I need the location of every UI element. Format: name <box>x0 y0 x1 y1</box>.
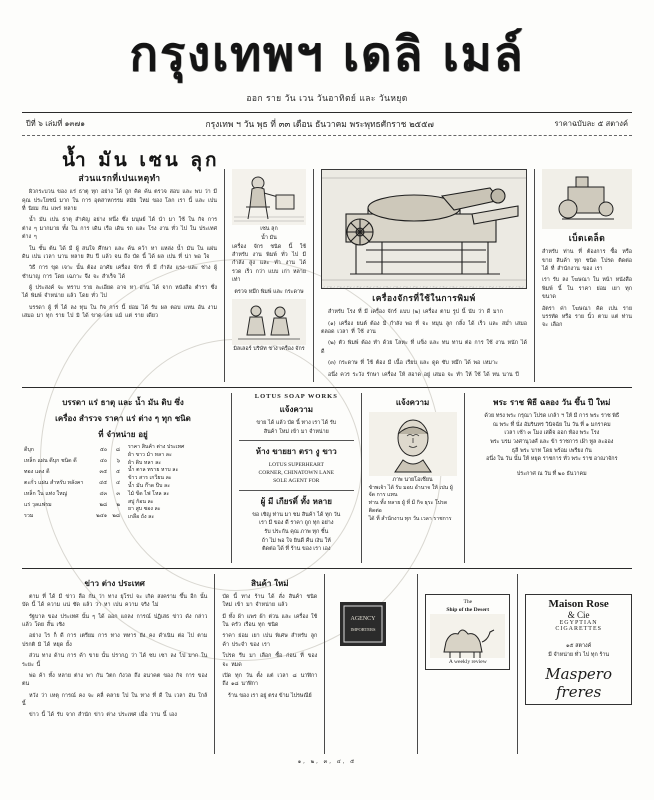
list-item: ข้าว สาร เกวียน ละ <box>128 475 172 482</box>
col1-para-2: ใน ชั้น ต้น ได้ มี ผู้ สนใจ ศึกษา และ ค้น คว้า หา แหล่ง น้ำ มัน ใน แผ่น ดิน เปน เวลา นาน หลาย สิบ ปี แล้ว จน ถึง บัด นี้ ได้ ผล เปน ที่ น่า พอ ใจ <box>22 245 217 260</box>
royal-body-4: ธุลี พระ บาท โดย พร้อม เพรียง กัน <box>511 447 592 454</box>
cell-v1: ๒๘ <box>99 502 108 509</box>
masthead-subtitle: ออก ราย วัน เวน วันอาทิตย์ และ วันหยุด <box>246 94 408 105</box>
masthead <box>0 0 654 105</box>
camel-illustration <box>430 614 505 658</box>
maison-rose-signature: Maspero freres <box>545 665 612 702</box>
new-goods-head: สินค้า ใหม่ <box>251 578 289 588</box>
royal-body-1: ณ พระ ที่ นั่ง อัมรินทร วินิจฉัย ใน วัน ที่ ๑ มกราคม <box>492 421 611 428</box>
issue-date: กรุงเทพ ฯ วัน พุธ ที่ ๓๓ เดือน ธันวาคม พระพุทธศักราช ๒๕๕๗ <box>205 120 434 131</box>
col1-para-4: ผู้ ประสงค์ จะ ทราบ ราย ละเอียด อาจ หา อ่าน ได้ จาก หนังสือ ตำรา ซึ่ง ได้ พิมพ์ จำหน่าย แล้ว โดย ทั่ว ไป <box>22 285 217 300</box>
bottom1-para-6: ข่าว นี้ ได้ รับ จาก สำนัก ข่าว ต่าง ประเทศ เมื่อ วาน นี้ เอง <box>29 712 177 719</box>
maison-rose-brand-line2: & Cie <box>567 609 590 620</box>
list-item: ผ้า ขาว ม้า หลา ละ <box>128 451 172 458</box>
portrait-illustration <box>369 412 457 476</box>
cell-total-v2: ๒๘ <box>112 513 120 520</box>
royal-notice-head: พระ ราช พิธี ฉลอง วัน ขึ้น ปี ใหม่ <box>493 397 611 407</box>
ship-ad <box>425 594 510 670</box>
cell-total-v1: ๒๔๑ <box>96 513 108 520</box>
maison-rose-brand-line4: CIGARETTES <box>555 625 602 632</box>
col3-para-2: (๒) ตัว พิมพ์ ต้อง ทำ ด้วย โลหะ ที่ แข็ง และ ทน ทาน ต่อ การ ใช้ งาน หนัก ได้ ดี <box>321 340 527 355</box>
royal-body-5: อนึ่ง ใน วัน นั้น ให้ หยุด ราชการ ทั่ว พระ ราช อาณาจักร <box>486 456 618 463</box>
royal-body-3: พระ บรม วงศานุวงศ์ และ ข้า ราชการ เฝ้า ทูล ละออง <box>490 438 614 445</box>
seated-man-svg <box>232 169 306 225</box>
snake-pharmacy-latin-head: LOTUS SUPERHEART <box>268 462 324 469</box>
snake-pharmacy-latin-body: CORNER, CHINATOWN LANE <box>258 470 335 477</box>
bottom-section <box>22 574 632 754</box>
col3-subhead: เครื่องจักรที่ใช้ในการพิมพ์ <box>372 294 476 305</box>
top-column-4 <box>534 169 632 382</box>
mid3-body-2: ได้ ที่ สำนักงาน ทุก วัน เวลา ราชการ <box>368 515 452 522</box>
middle-section-rule <box>22 568 632 569</box>
ad-divider-2 <box>239 490 354 491</box>
col2-figure-caption2: มิลเลอร์ บริษัท ชาง เครื่อง จักร <box>233 346 305 353</box>
col4-para-0: สำหรับ ท่าน ที่ ต้องการ ซื้อ หรือ ขาย สินค้า ทุก ชนิด โปรด ติดต่อ ได้ ที่ สำนักงาน ของ เรา <box>542 249 632 273</box>
top-section-rule <box>22 387 632 388</box>
lotus-soap-ad-title: LOTUS SOAP WORKS <box>254 392 338 400</box>
foreign-news-head: ข่าว ต่าง ประเทศ <box>84 578 145 588</box>
pack-brand-text: AGENCY <box>350 615 376 622</box>
top-column-2 <box>224 169 306 382</box>
two-men-illustration <box>232 299 306 345</box>
pack-sub-text: IMPORTERS <box>350 626 376 632</box>
col1-subhead: ส่วนแรกที่เปนเหตุทำ <box>78 174 161 185</box>
col1-para-3: วิธี การ ขุด เจาะ นั้น ต้อง อาศัย เครื่อง จักร ที่ มี กำลัง แรง และ ช่าง ผู้ ชำนาญ การ โดย เฉภาะ จึง จะ สำเร็จ ได้ <box>22 265 217 280</box>
maison-rose-ad <box>525 594 632 705</box>
col4-subhead: เบ็ดเตล็ด <box>568 234 606 245</box>
cell-v1: ๔๓ <box>99 491 108 498</box>
bottom2-para-2: ราคา ย่อม เยา เปน พิเศษ สำหรับ ลูก ค้า ประจำ ของ เรา <box>222 633 318 648</box>
engine-svg <box>542 169 632 229</box>
cell-v1: ๓๕ <box>99 468 108 475</box>
mid-column-4 <box>464 393 632 563</box>
royal-body-2: เวลา เช้า ๓ โมง เสด็จ ออก ท้อง พระ โรง <box>504 430 600 437</box>
notice-body-4: ติดต่อ ได้ ที่ ร้าน ของ เรา เอง <box>262 546 331 553</box>
col3-para-3: (๓) กระดาษ ที่ ใช้ ต้อง มี เนื้อ เรียบ และ ดูด ซับ หมึก ได้ พอ เหมาะ <box>328 360 498 367</box>
page-headline: น้ำ มัน เซน ลุก <box>62 149 220 172</box>
maison-rose-brand-line3: EGYPTIAN <box>559 619 598 626</box>
col2-caption2: น้ำ มัน <box>261 234 277 241</box>
list-item: ผ้า ดิบ หลา ละ <box>128 459 162 466</box>
top-column-1 <box>22 169 217 382</box>
lotus-soap-ad-sub: แจ้งความ <box>279 404 313 414</box>
notice-body-1: เรา มี ของ ดี ราคา ถูก ทุก อย่าง <box>259 520 334 527</box>
bottom-column-4 <box>417 574 510 754</box>
bottom-column-5 <box>517 574 632 754</box>
maison-rose-note: มี จำหน่าย ทั่ว ไป ทุก ร้าน <box>548 651 610 658</box>
list-item: น้ำ ตาล ทราย หาบ ละ <box>128 467 179 474</box>
mid3-head: แจ้งความ <box>395 397 430 407</box>
mid-column-1 <box>22 393 224 563</box>
col2-caption: เซน ลุก <box>260 226 278 233</box>
notice-body-2: รับ ประกัน คุณ ภาพ ทุก ชิ้น <box>264 528 329 535</box>
table-row <box>22 444 122 455</box>
top-section <box>22 169 632 382</box>
issue-price: ราคาฉบับละ ๕ สตางค์ <box>554 119 628 129</box>
cell-v1: ๔๐ <box>99 457 108 464</box>
cigarette-pack-svg <box>332 598 410 650</box>
bottom-column-1 <box>22 574 207 754</box>
bottom1-para-0: ตาม ที่ ได้ มี ข่าว ลือ กัน ว่า ทาง ยุโรป จะ เกิด สงคราม ขึ้น อีก นั้น บัด นี้ ได้ ความ แน่ ชัด แล้ว ว่า หา เปน ความ จริง ไม่ <box>22 593 208 609</box>
list-item: สบู่ ก้อน ละ <box>128 498 154 505</box>
list-item: ยา สูบ ซอง ละ <box>128 506 161 513</box>
cell-v2: ๓ <box>116 491 120 498</box>
portrait-svg <box>369 412 457 476</box>
mid3-body-0: ข้าพเจ้า ได้ รับ มอบ อำนาจ ให้ เปน ผู้ จัด การ แทน <box>368 484 453 499</box>
bottom1-para-4: พ่อ ค้า ทั้ง หลาย ต่าง พา กัน วิตก กังวล ถึง อนาคต ของ กิจ การ ของ ตน <box>22 672 208 688</box>
ship-ad-title: The <box>463 598 473 605</box>
mid-column-3 <box>361 393 457 563</box>
royal-body-0: ด้วย ทรง พระ กรุณา โปรด เกล้า ฯ ให้ มี การ พระ ราช พิธี <box>484 412 620 419</box>
lotus-ad-body-0: ขาย ได้ แล้ว บัด นี้ ทาง เรา ได้ รับ <box>256 419 337 426</box>
table-row <box>22 488 122 499</box>
col1-para-5: บรรดา ผู้ ที่ ได้ ลง ทุน ใน กิจ การ นี้ ย่อม ได้ รับ ผล ตอบ แทน อัน งาม เสมอ มา ทุก ราย ไป มิ ได้ ขาด เลย แม้ แต่ ราย เดียว <box>22 304 217 320</box>
col1-para-1: น้ำ มัน เปน ธาตุ สำคัญ อย่าง หนึ่ง ซึ่ง มนุษย์ ได้ นำ มา ใช้ ใน กิจ การ ต่าง ๆ มากมาย ทั้ง ใน การ เดิน เรือ เดิน รถ และ โรง งาน ทั่ว ไป ใน ประเทศ ต่าง ๆ <box>22 217 217 241</box>
cell-v1: ๔๕ <box>99 479 108 486</box>
cell-label: ดีบุก <box>24 446 35 453</box>
cell-v2: ๒ <box>116 502 120 509</box>
ship-ad-body: A weekly review <box>448 659 487 666</box>
col2-figure-caption: ตรวจ หมึก พิมพ์ และ กระดาษ <box>234 288 304 295</box>
seated-man-illustration <box>232 169 306 225</box>
col3-para-4: อนึ่ง ควร ระวัง รักษา เครื่อง ให้ สอาด อยู่ เสมอ จะ ทำ ให้ ใช้ ได้ ทน นาน ปี <box>328 371 519 378</box>
bottom1-para-2: อย่าง ไร ก็ ดี การ เตรียม การ ทาง ทหาร ยัง คง ดำเนิน ต่อ ไป ตาม ปรกติ มิ ได้ หยุด ยั้ง <box>22 633 208 648</box>
minerals-price-table <box>22 444 122 522</box>
cell-label: ตะกั่ว แผ่น สำหรับ หลังคา <box>24 479 84 486</box>
two-men-svg <box>232 299 306 345</box>
mid1-head1: บรรดา แร่ ธาตุ และ น้ำ มัน ดิบ ซึ่ง <box>62 397 184 407</box>
cell-label: เหล็ก ใน แท่ง ใหญ่ <box>24 491 68 498</box>
list-item: เกลือ ถัง ละ <box>128 514 155 521</box>
cell-label: แร่ วุลแฟรม <box>24 502 52 509</box>
royal-sign: ประกาศ ณ วัน ที่ ๒๐ ธันวาคม <box>516 470 587 477</box>
ship-ad-line1: Ship of the Desert <box>446 607 490 614</box>
maison-rose-brand-line1: Maison Rose <box>548 597 609 610</box>
list-item: ราคา สินค้า ต่าง ประเทศ <box>128 443 185 450</box>
middle-section <box>22 393 632 563</box>
cell-label: ทอง แดง ดี <box>24 468 50 475</box>
bottom2-para-1: มี ทั้ง ผ้า แพร ผ้า ต่วน และ เครื่อง ใช้ ใน ครัว เรือน ทุก ชนิด <box>222 613 318 629</box>
ad-divider <box>239 440 354 441</box>
maison-rose-price: ๑๕ สตางค์ <box>566 642 592 649</box>
cell-total-label: รวม <box>24 513 34 520</box>
headline-row <box>22 145 632 172</box>
notice-ad-title: ผู้ มี เกียรติ์ ทั้ง หลาย <box>260 496 332 506</box>
cell-v1: ๕๐ <box>99 446 108 453</box>
bottom2-footer: ร้าน ของ เรา อยู่ ตรง ข้าม ไปรษณีย์ <box>228 692 312 699</box>
printing-press-svg <box>322 170 526 286</box>
bottom1-para-3: ส่วน ทาง ด้าน การ ค้า ขาย นั้น ปรากฎ ว่า ได้ ซบ เซา ลง ไป มาก ใน ระยะ นี้ <box>22 653 208 668</box>
table-footer-row <box>22 511 122 522</box>
portrait-caption: ภาพ นายโอเชียน <box>392 476 433 483</box>
col1-para-0: ผิวกระบวน ของ แร่ ธาตุ ทุก อย่าง ได้ ถูก คิด ค้น ตรวจ สอบ และ พบ ว่า มี คุณ ประโยชน์ มาก ใน การ อุตสาหกรรม สมัย ใหม่ ของ โลก เรา นี้ และ เปน ที่ นิยม กัน แพร่ หลาย <box>22 189 217 213</box>
mid1-head2: เครื่อง สำรวจ ราคา แร่ ต่าง ๆ ทุก ชนิด <box>55 413 191 423</box>
table-row <box>22 500 122 511</box>
bottom2-para-3: โปรด รีบ มา เลือก ซื้อ ก่อน ที่ ของ จะ หมด <box>222 653 318 668</box>
foreign-goods-list <box>128 444 224 522</box>
cigarette-pack-illustration <box>332 598 410 650</box>
col3-para-1: (๑) เครื่อง ยนต์ ต้อง มี กำลัง พอ ที่ จะ หมุน ลูก กลิ้ง ได้ เร็ว และ สม่ำ เสมอ ตลอด เวลา ที่ ใช้ งาน <box>321 320 527 336</box>
mid-column-2 <box>231 393 354 563</box>
page-content <box>0 139 654 776</box>
bottom2-para-0: บัด นี้ ทาง ร้าน ได้ สั่ง สินค้า ชนิด ใหม่ เข้า มา จำหน่าย แล้ว <box>222 593 318 609</box>
newspaper-title: กรุงเทพฯ เดลิ เมล์ <box>129 27 525 82</box>
bottom1-para-1: รัฐบาล ของ ประเทศ นั้น ๆ ได้ ออก แถลง การณ์ ปฏิเสธ ข่าว ดัง กล่าว แล้ว โดย สิ้น เชิง <box>22 613 208 629</box>
snake-pharmacy-latin-small: SOLE AGENT FOR <box>273 478 320 485</box>
footer-dots: ๑, ๒, ๓, ๔, ๕ <box>297 758 357 765</box>
bottom-column-2 <box>214 574 317 754</box>
camel-svg <box>430 614 505 658</box>
col2-body-0: เครื่อง จักร ชนิด นี้ ใช้ สำหรับ งาน พิมพ์ ทั่ว ไป มี กำลัง สูง และ ทำ งาน ได้ รวด เร็ว กว่า แบบ เก่า หลาย เท่า <box>232 243 306 284</box>
snake-pharmacy-ad-title: ห้าง ขายยา ตรา งู ขาว <box>255 447 337 457</box>
printing-press-illustration <box>321 169 527 289</box>
issue-number: ปีที่ ๖ เล่มที่ ๑๓๗๑ <box>26 119 85 129</box>
notice-body-3: ถ้า ไม่ พอ ใจ ยินดี คืน เงิน ให้ <box>261 537 331 544</box>
table-row <box>22 455 122 466</box>
engine-illustration <box>542 169 632 229</box>
bottom1-para-5: หวัง ว่า เหตุ การณ์ คง จะ คลี่ คลาย ไป ใน ทาง ที่ ดี ใน เวลา อัน ใกล้ นี้ <box>22 692 208 708</box>
list-item: ไม้ ขีด ไฟ โหล ละ <box>128 490 170 497</box>
top-column-3 <box>313 169 527 382</box>
bottom2-para-4: เปิด ทุก วัน ตั้ง แต่ เวลา ๘ นาฬิกา ถึง ๑๘ นาฬิกา <box>222 672 318 688</box>
lotus-ad-body-1: สินค้า ใหม่ เข้า มา จำหน่าย <box>263 428 329 435</box>
notice-body-0: ขอ เชิญ ท่าน มา ชม สินค้า ได้ ทุก วัน <box>252 511 341 518</box>
issue-line <box>0 113 654 135</box>
col4-para-1: เรา รับ ลง โฆษณา ใน หน้า หนังสือ พิมพ์ นี้ ใน ราคา ย่อม เยา ทุก ขนาด <box>542 277 632 301</box>
col3-para-0: สำหรับ โรง ที่ มี เครื่อง จักร์ แบบ (๒) เครื่อง ตาม รูป นี้ นับ ว่า ดี มาก <box>328 309 503 316</box>
mid1-head3: ที่ จำหน่าย อยู่ <box>98 429 148 439</box>
cell-v2: ๔ <box>115 479 120 486</box>
cell-v2: ๕ <box>115 468 120 475</box>
cell-v2: ๖ <box>116 457 120 464</box>
cell-v2: ๘ <box>115 446 120 453</box>
cell-label: เหล็ก แผ่น ดีบุก ชนิด ดี <box>24 457 77 464</box>
list-item: น้ำ มัน ก๊าด ปีบ ละ <box>128 482 170 489</box>
bottom-column-3 <box>324 574 410 754</box>
table-row <box>22 466 122 477</box>
table-row <box>22 477 122 488</box>
mid3-body-1: ท่าน ทั้ง หลาย ผู้ ที่ มี กิจ ธุระ โปรด ติดต่อ <box>368 500 448 514</box>
col4-para-2: อัตรา ค่า โฆษณา คิด เปน ราย บรรทัด หรือ ราย นิ้ว ตาม แต่ ท่าน จะ เลือก <box>542 305 632 329</box>
